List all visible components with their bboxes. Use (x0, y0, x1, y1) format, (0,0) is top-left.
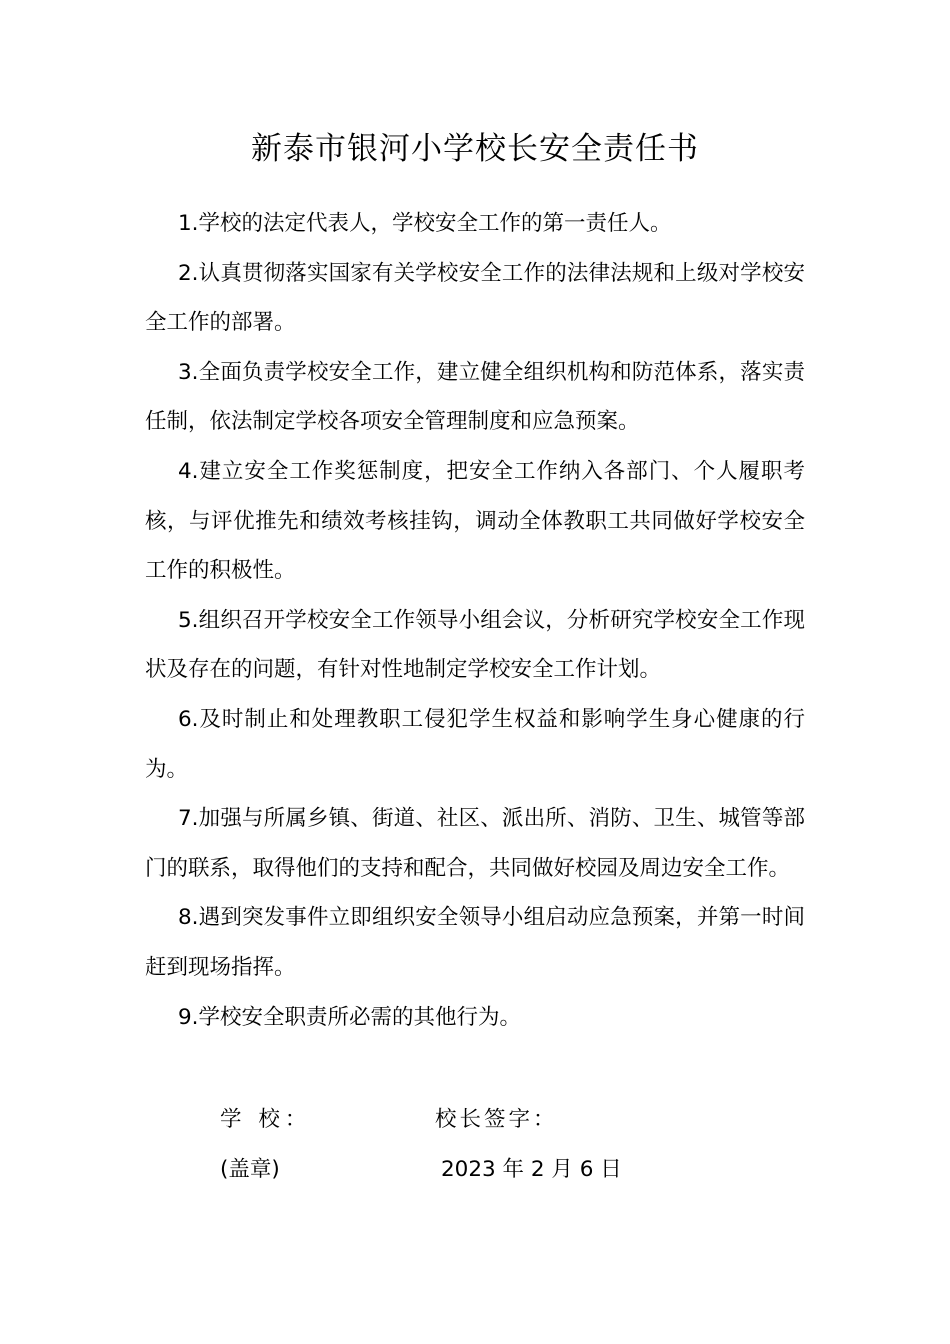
seal-label: (盖章) (220, 1157, 280, 1182)
signing-date: 2023 年 2 月 6 日 (441, 1157, 622, 1182)
clause-3: 3.全面负责学校安全工作，建立健全组织机构和防范体系，落实责任制，依法制定学校各项安全管理制度和应急预案。 (145, 359, 805, 435)
clause-4: 4.建立安全工作奖惩制度，把安全工作纳入各部门、个人履职考核，与评优推先和绩效考核挂钩，调动全体教职工共同做好学校安全工作的积极性。 (145, 458, 805, 584)
clause-2: 2.认真贯彻落实国家有关学校安全工作的法律法规和上级对学校安全工作的部署。 (145, 260, 805, 336)
document-title: 新泰市银河小学校长安全责任书 (251, 131, 699, 167)
school-label: 学 校： (220, 1107, 312, 1132)
clause-9: 9.学校安全职责所必需的其他行为。 (178, 1004, 522, 1030)
clause-5: 5.组织召开学校安全工作领导小组会议，分析研究学校安全工作现状及存在的问题，有针对性地制定学校安全工作计划。 (145, 607, 805, 683)
clause-8: 8.遇到突发事件立即组织安全领导小组启动应急预案，并第一时间赶到现场指挥。 (145, 905, 805, 980)
clause-1: 1.学校的法定代表人，学校安全工作的第一责任人。 (178, 211, 672, 236)
clause-7: 7.加强与所属乡镇、街道、社区、派出所、消防、卫生、城管等部门的联系，取得他们的支持和配合，共同做好校园及周边安全工作。 (145, 806, 805, 881)
principal-signature-label: 校长签字： (435, 1107, 558, 1132)
document-body (145, 199, 805, 1042)
clause-6: 6.及时制止和处理教职工侵犯学生权益和影响学生身心健康的行为。 (145, 706, 805, 782)
